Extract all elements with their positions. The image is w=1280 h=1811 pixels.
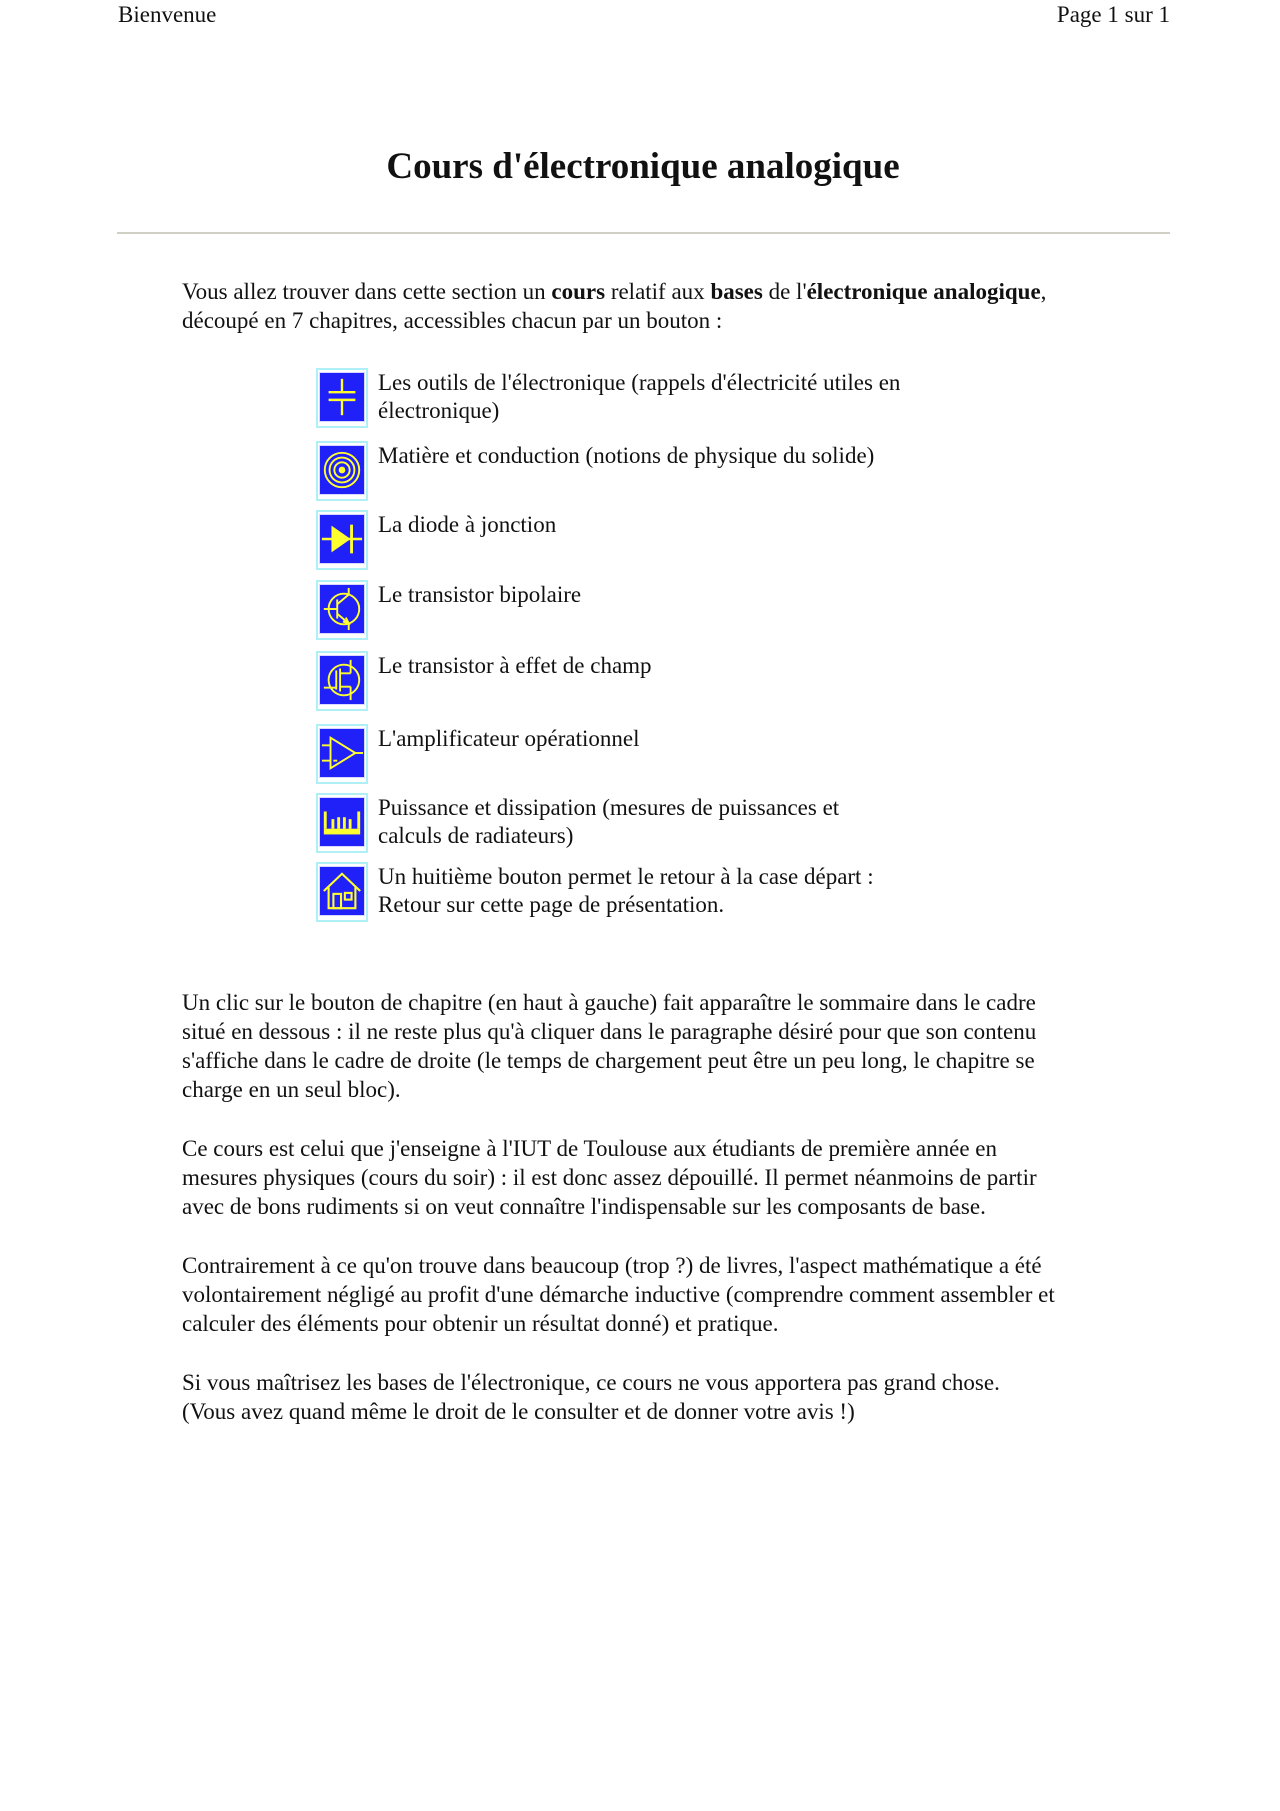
chapter-label: Puissance et dissipation (mesures de puissances et calculs de radiateurs) [378, 795, 840, 848]
diode-icon [320, 515, 364, 563]
chapter-item [316, 368, 1036, 428]
chapter-button-diode[interactable] [316, 510, 368, 570]
chapter-item [316, 580, 1036, 640]
chapter-item [316, 793, 1036, 853]
heatsink-icon [320, 798, 364, 846]
chapter-label: Matière et conduction (notions de physique du solide) [378, 443, 875, 468]
chapter-button-matter[interactable] [316, 441, 368, 501]
chapter-label: Le transistor bipolaire [378, 582, 582, 607]
paragraph-navigation: Un clic sur le bouton de chapitre (en haut à gauche) fait apparaître le sommaire dans le cadre situé en dessous : il ne reste plus qu'à cliquer dans le paragraphe désiré pour que son contenu s'affiche dans le cadre de droite (le temps de chargement peut être un peu long, le chapitre se charge en un seul bloc). [182, 990, 1037, 1102]
chapter-label: Les outils de l'électronique (rappels d'électricité utiles en électronique) [378, 370, 901, 423]
chapter-item [316, 651, 1036, 711]
fet-transistor-icon [320, 656, 364, 704]
chapter-item [316, 441, 1036, 501]
page-title: Cours d'électronique analogique [386, 146, 900, 187]
paragraph-closing: Si vous maîtrisez les bases de l'électronique, ce cours ne vous apportera pas grand chose. (Vous avez quand même le droit de le consulter et de donner votre avis !) [182, 1370, 1000, 1424]
chapter-item [316, 862, 1036, 922]
chapter-button-bipolar[interactable] [316, 580, 368, 640]
chapter-item [316, 724, 1036, 784]
home-button[interactable] [316, 862, 368, 922]
home-icon [320, 867, 364, 915]
opamp-icon [320, 729, 364, 777]
header-left: Bienvenue [118, 2, 217, 27]
chapter-label: L'amplificateur opérationnel [378, 726, 640, 751]
chapter-label: Un huitième bouton permet le retour à la case départ : Retour sur cette page de présentation. [378, 864, 874, 917]
chapter-label: La diode à jonction [378, 512, 557, 537]
paragraph-approach: Contrairement à ce qu'on trouve dans beaucoup (trop ?) de livres, l'aspect mathématique a été volontairement négligé au profit d'une démarche inductive (comprendre comment assembler et calculer des éléments pour obtenir un résultat donné) et pratique. [182, 1253, 1055, 1336]
bipolar-transistor-icon [320, 585, 364, 633]
paragraph-context: Ce cours est celui que j'enseigne à l'IUT de Toulouse aux étudiants de première année en mesures physiques (cours du soir) : il est donc assez dépouillé. Il permet néanmoins de partir avec de bons rudiments si on veut connaître l'indispensable sur les composants de base. [182, 1136, 1037, 1219]
intro-paragraph: Vous allez trouver dans cette section un cours relatif aux bases de l'électronique analogique, découpé en 7 chapitres, accessibles chacun par un bouton : [182, 279, 1047, 333]
capacitor-icon [320, 373, 364, 421]
page-number: Page 1 sur 1 [1056, 2, 1170, 27]
chapter-button-opamp[interactable] [316, 724, 368, 784]
title-divider [117, 232, 1170, 234]
chapter-button-tools[interactable] [316, 368, 368, 428]
chapter-button-power[interactable] [316, 793, 368, 853]
atom-rings-icon [320, 446, 364, 494]
chapter-label: Le transistor à effet de champ [378, 653, 652, 678]
chapter-item [316, 510, 1036, 570]
chapter-button-fet[interactable] [316, 651, 368, 711]
